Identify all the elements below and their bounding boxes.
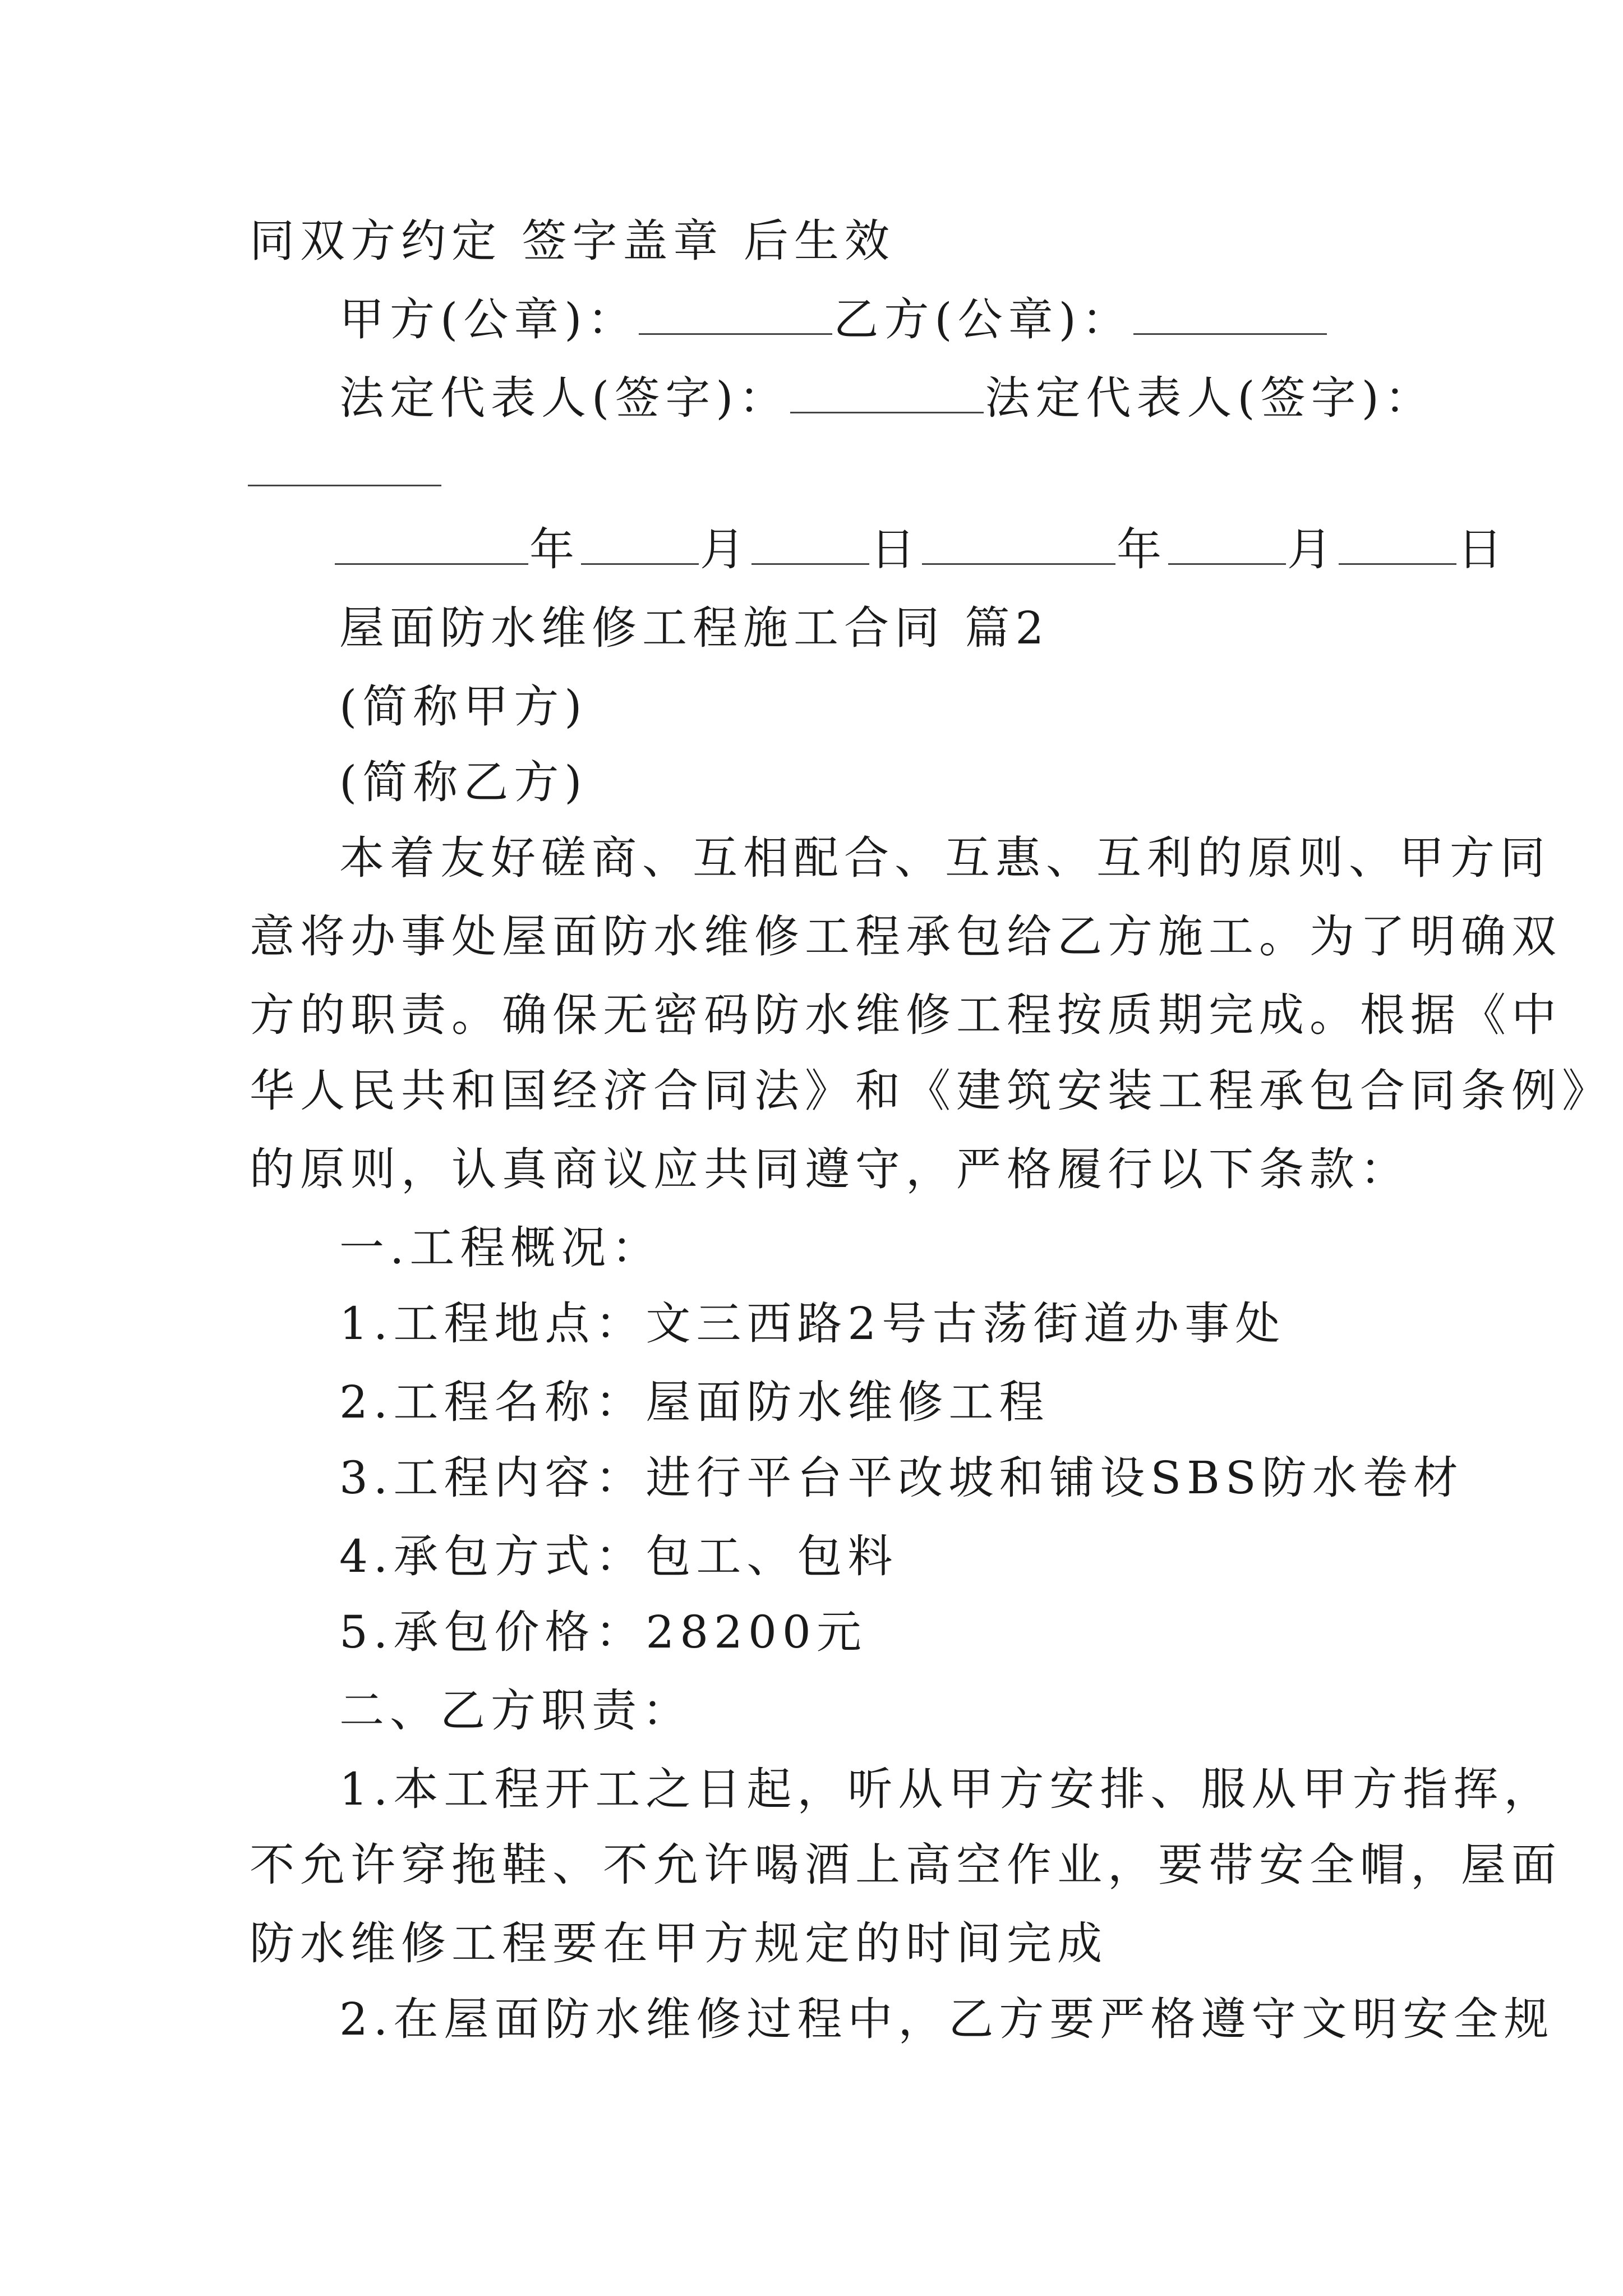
date-a-year: 年 xyxy=(529,523,580,576)
legal-rep-b-blank-line xyxy=(247,443,442,499)
section1-item-3: 3.工程内容：进行平台平改坡和铺设SBS防水卷材 xyxy=(339,1452,1464,1504)
date-line xyxy=(334,522,1508,578)
intro-line-1: 本着友好磋商、互相配合、互惠、互利的原则、甲方同 xyxy=(339,832,1551,884)
date-b-month: 月 xyxy=(1287,523,1338,576)
legal-rep-a-label: 法定代表人(签字)： xyxy=(339,372,790,424)
abbr-party-b: (简称乙方) xyxy=(339,756,588,808)
date-a-month: 月 xyxy=(700,523,750,576)
seal-line xyxy=(339,292,1328,348)
date-a-year-blank xyxy=(335,524,528,565)
sign-off-line: 同双方约定 签字盖章 后生效 xyxy=(250,215,895,267)
party-b-seal-label: 乙方(公章)： xyxy=(833,293,1132,346)
date-a-month-blank xyxy=(581,524,699,565)
intro-line-4: 华人民共和国经济合同法》和《建筑安装工程承包合同条例》 xyxy=(250,1065,1612,1117)
legal-rep-b-blank xyxy=(248,445,441,486)
date-a-day-blank xyxy=(751,524,869,565)
section1-item-4: 4.承包方式：包工、包料 xyxy=(339,1530,898,1582)
party-a-seal-blank xyxy=(639,294,832,335)
section2-item1-line-2: 不允许穿拖鞋、不允许喝酒上高空作业，要带安全帽，屋面 xyxy=(250,1839,1562,1891)
section2-item1-line-1: 1.本工程开工之日起，听从甲方安排、服从甲方指挥， xyxy=(339,1763,1555,1815)
section2-item2-line-1: 2.在屋面防水维修过程中，乙方要严格遵守文明安全规 xyxy=(339,1993,1555,2045)
section1-item-2: 2.工程名称：屋面防水维修工程 xyxy=(339,1376,1050,1428)
section2-item1-line-3: 防水维修工程要在甲方规定的时间完成 xyxy=(250,1917,1108,1970)
abbr-party-a: (简称甲方) xyxy=(339,680,588,733)
legal-rep-a-blank xyxy=(790,372,984,413)
date-b-day: 日 xyxy=(1458,523,1508,576)
date-b-day-blank xyxy=(1339,524,1456,565)
party-b-seal-blank xyxy=(1133,294,1327,335)
intro-line-2: 意将办事处屋面防水维修工程承包给乙方施工。为了明确双 xyxy=(250,910,1562,963)
intro-line-3: 方的职责。确保无密码防水维修工程按质期完成。根据《中 xyxy=(250,989,1562,1041)
contract-title: 屋面防水维修工程施工合同 篇2 xyxy=(339,602,1050,654)
legal-rep-b-label: 法定代表人(签字)： xyxy=(985,372,1435,424)
intro-line-5: 的原则，认真商议应共同遵守，严格履行以下条款： xyxy=(250,1143,1410,1195)
section1-heading: 一.工程概况： xyxy=(339,1222,662,1274)
section1-item-1: 1.工程地点：文三西路2号古荡街道办事处 xyxy=(339,1297,1286,1350)
date-b-year-blank xyxy=(922,524,1115,565)
date-b-month-blank xyxy=(1168,524,1286,565)
legal-rep-line xyxy=(339,370,1435,426)
section2-heading: 二、乙方职责： xyxy=(339,1685,693,1737)
date-a-day: 日 xyxy=(870,523,921,576)
date-b-year: 年 xyxy=(1117,523,1167,576)
section1-item-5: 5.承包价格：28200元 xyxy=(339,1606,867,1658)
party-a-seal-label: 甲方(公章)： xyxy=(339,293,638,346)
